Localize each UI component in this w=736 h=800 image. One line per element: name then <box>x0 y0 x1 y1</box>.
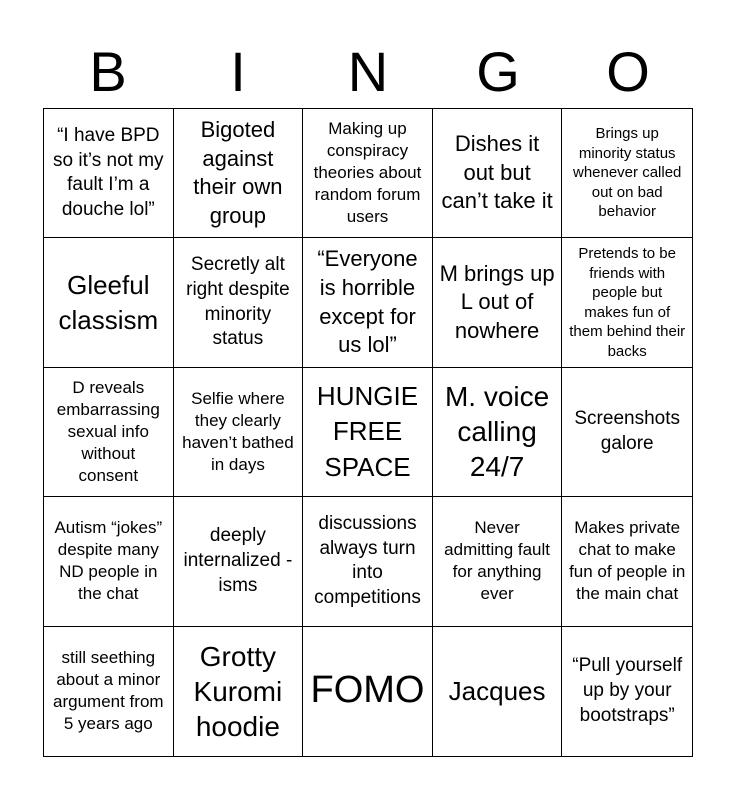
bingo-cell[interactable]: Brings up minority status whenever called out on bad behavior <box>562 109 692 238</box>
bingo-cell[interactable]: M brings up L out of nowhere <box>433 238 563 367</box>
header-letter-b: B <box>89 40 127 103</box>
bingo-cell[interactable]: “I have BPD so it’s not my fault I’m a douche lol” <box>44 109 174 238</box>
header-letter-o: O <box>606 40 650 103</box>
bingo-cell[interactable]: D reveals embarrassing sexual info without consent <box>44 368 174 497</box>
free-space-cell[interactable]: HUNGIE FREE SPACE <box>303 368 433 497</box>
bingo-cell[interactable]: Bigoted against their own group <box>174 109 304 238</box>
bingo-cell[interactable]: Never admitting fault for anything ever <box>433 497 563 626</box>
header-letter-g: G <box>476 40 520 103</box>
bingo-cell[interactable]: still seething about a minor argument from 5 years ago <box>44 627 174 756</box>
bingo-cell[interactable]: M. voice calling 24/7 <box>433 368 563 497</box>
bingo-cell[interactable]: deeply internalized -isms <box>174 497 304 626</box>
bingo-cell[interactable]: Jacques <box>433 627 563 756</box>
bingo-header <box>43 36 693 108</box>
bingo-cell[interactable]: Dishes it out but can’t take it <box>433 109 563 238</box>
bingo-cell[interactable]: “Everyone is horrible except for us lol” <box>303 238 433 367</box>
bingo-cell[interactable]: Autism “jokes” despite many ND people in the chat <box>44 497 174 626</box>
bingo-cell[interactable]: Making up conspiracy theories about random forum users <box>303 109 433 238</box>
bingo-cell[interactable]: Grotty Kuromi hoodie <box>174 627 304 756</box>
bingo-cell[interactable]: “Pull yourself up by your bootstraps” <box>572 655 683 726</box>
bingo-cell[interactable]: FOMO <box>303 627 433 756</box>
header-letter-i: I <box>230 40 246 103</box>
bingo-grid <box>43 108 693 757</box>
bingo-cell[interactable]: discussions always turn into competitions <box>303 497 433 626</box>
bingo-cell[interactable]: Pretends to be friends with people but makes fun of them behind their backs <box>562 238 692 367</box>
header-letter-n: N <box>347 40 389 103</box>
bingo-cell[interactable]: Gleeful classism <box>44 238 174 367</box>
bingo-cell[interactable]: Secretly alt right despite minority status <box>174 238 304 367</box>
bingo-cell[interactable]: Selfie where they clearly haven’t bathed in days <box>174 368 304 497</box>
bingo-cell[interactable]: Makes private chat to make fun of people in the main chat <box>562 497 692 626</box>
bingo-cell[interactable]: Screenshots galore <box>562 368 692 497</box>
